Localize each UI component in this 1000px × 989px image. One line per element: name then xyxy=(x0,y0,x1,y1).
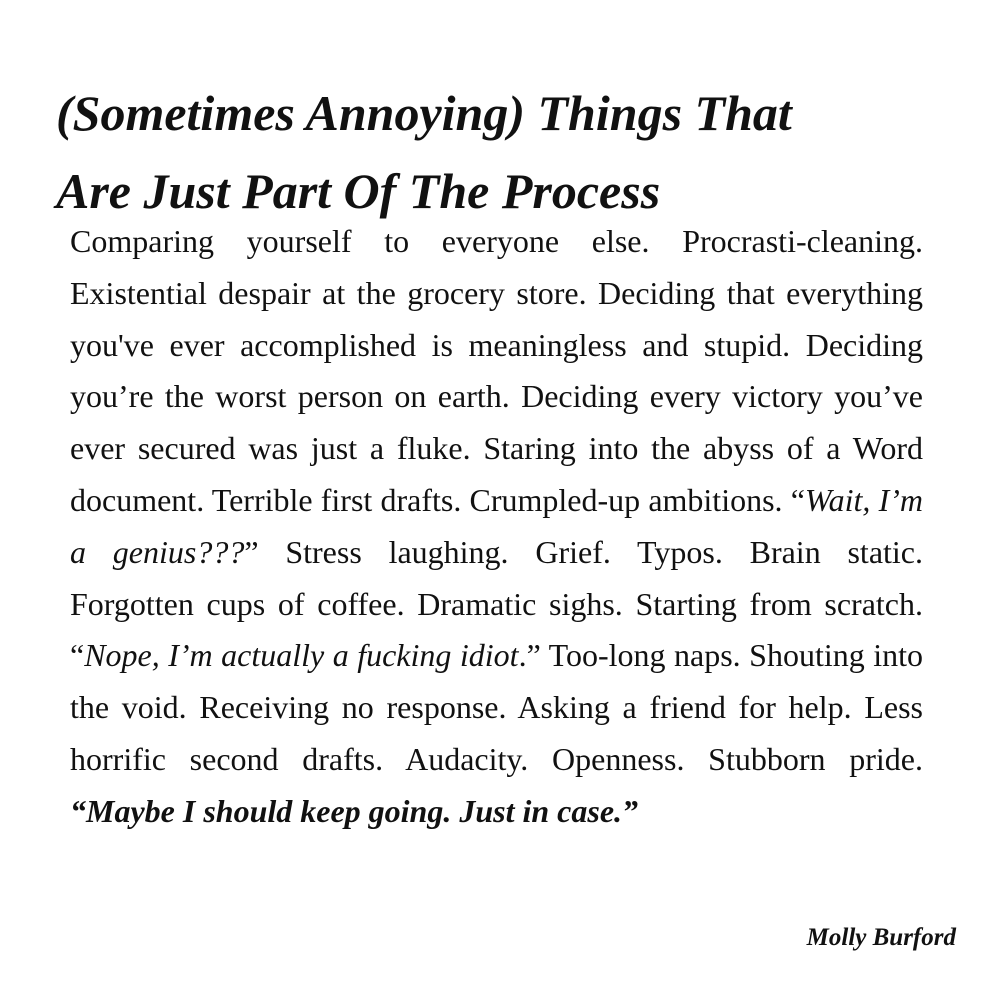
title-line-1: (Sometimes Annoying) Things That xyxy=(56,85,792,141)
title-line-2: Are Just Part Of The Process xyxy=(56,163,661,219)
italic-quote-idiot: Nope, I’m actually a fucking idiot xyxy=(84,637,519,674)
closing-quote: “Maybe I should keep going. Just in case.” xyxy=(70,792,639,829)
body-text-part-3: .” Too-long naps. Shouting into the void. Receiving no response. Asking a friend for help. Less horrific second drafts. Audacity. Openness. Stubborn pride. xyxy=(70,637,924,777)
page-title xyxy=(56,74,956,230)
body-text-part-2: ” Stress laughing. Grief. Typos. Brain static. Forgotten cups of coffee. Dramatic sighs. Starting from scratch. “ xyxy=(70,533,924,674)
italic-quote-genius: Wait, I’m a genius??? xyxy=(70,481,924,570)
body-paragraph xyxy=(70,216,923,838)
body-text-part-1: Comparing yourself to everyone else. Procrasti-cleaning. Existential despair at the grocery store. Deciding that everything you've ever accomplished is meaningless and stupid. Deciding you’re the worst person on earth. Deciding every victory you’ve ever secured was just a fluke. Staring into the abyss of a Word document. Terrible first drafts. Crumpled-up ambitions. “ xyxy=(70,223,923,518)
author-name: Molly Burford xyxy=(806,924,956,951)
